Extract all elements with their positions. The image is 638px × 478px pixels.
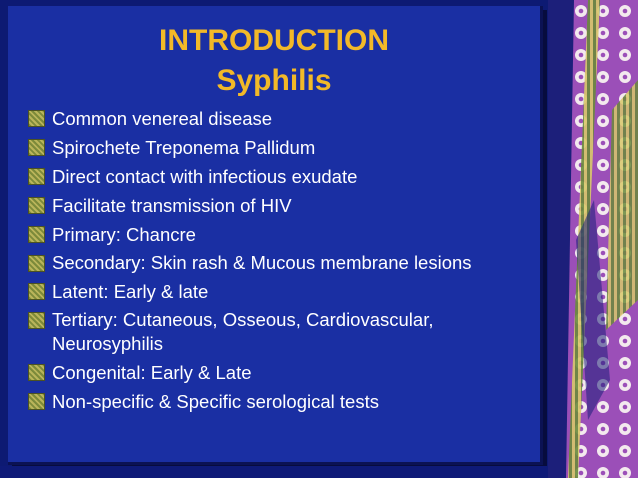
- bullet-text: Non-specific & Specific serological tests: [52, 391, 379, 412]
- list-item: [28, 389, 533, 414]
- square-bullet-icon: [28, 255, 45, 272]
- list-item: [28, 193, 533, 218]
- bullet-text: Facilitate transmission of HIV: [52, 195, 292, 216]
- list-item: [28, 135, 533, 160]
- bottom-band: [0, 466, 560, 478]
- list-item: [28, 251, 533, 275]
- bullet-text: Congenital: Early & Late: [52, 362, 252, 383]
- list-item: [28, 308, 533, 356]
- list-item: [28, 164, 533, 189]
- square-bullet-icon: [28, 139, 45, 156]
- square-bullet-icon: [28, 110, 45, 127]
- bullet-text: Direct contact with infectious exudate: [52, 166, 358, 187]
- square-bullet-icon: [28, 283, 45, 300]
- slide-subtitle: Syphilis: [216, 64, 332, 97]
- list-item: [28, 106, 533, 131]
- bullet-text: Primary: Chancre: [52, 224, 196, 245]
- square-bullet-icon: [28, 226, 45, 243]
- floral-decoration-strip: [548, 0, 638, 478]
- bullet-text: Secondary: Skin rash & Mucous membrane lesions: [52, 252, 472, 273]
- square-bullet-icon: [28, 393, 45, 410]
- square-bullet-icon: [28, 364, 45, 381]
- bullet-text: Spirochete Treponema Pallidum: [52, 137, 316, 158]
- list-item: [28, 222, 533, 247]
- bullet-list: [28, 106, 533, 418]
- square-bullet-icon: [28, 197, 45, 214]
- bullet-text: Common venereal disease: [52, 108, 273, 129]
- square-bullet-icon: [28, 168, 45, 185]
- bullet-text: Tertiary: Cutaneous, Osseous, Cardiovascular, Neurosyphilis: [52, 309, 434, 354]
- slide-title: INTRODUCTION: [159, 24, 389, 57]
- list-item: [28, 279, 533, 304]
- bullet-text: Latent: Early & late: [52, 281, 209, 302]
- square-bullet-icon: [28, 312, 45, 329]
- list-item: [28, 360, 533, 385]
